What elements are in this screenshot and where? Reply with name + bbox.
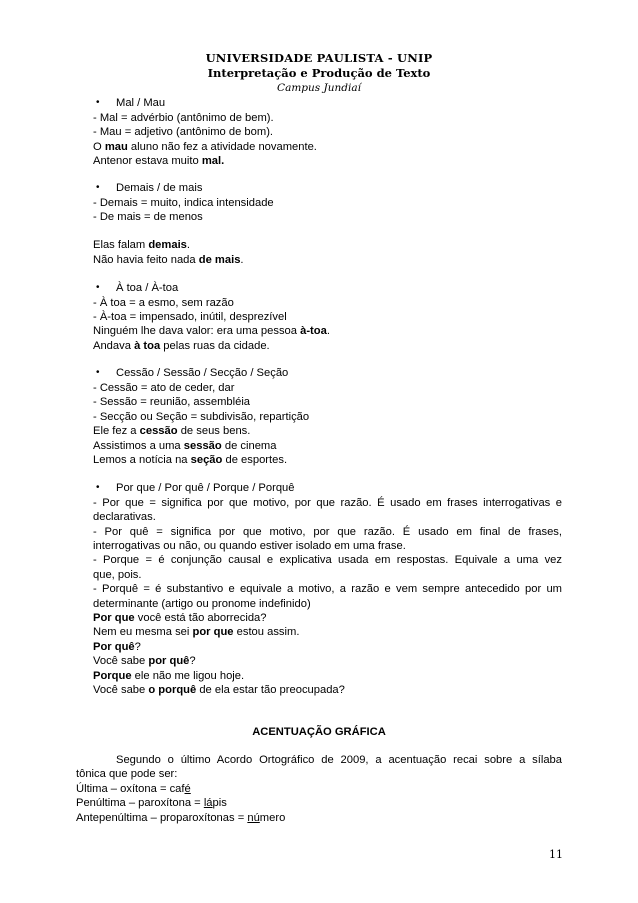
example-line: Por que você está tão aborrecida? <box>93 612 267 624</box>
definition-line: declarativas. <box>93 511 156 523</box>
example-line: Assistimos a uma sessão de cinema <box>93 440 277 452</box>
bullet-icon: • <box>96 367 100 378</box>
bullet-title: Mal / Mau <box>116 97 166 109</box>
example-line: Você sabe o porquê de ela estar tão preocupada? <box>93 684 345 696</box>
header-course: Interpretação e Produção de Texto <box>207 66 431 80</box>
definition-line: - À-toa = impensado, inútil, desprezível <box>93 311 287 323</box>
bullet-icon: • <box>96 97 100 108</box>
definition-line: - Demais = muito, indica intensidade <box>93 197 274 209</box>
definition-line: - Mau = adjetivo (antônimo de bom). <box>93 126 274 138</box>
example-line: Não havia feito nada de mais. <box>93 254 244 266</box>
example-line: Andava à toa pelas ruas da cidade. <box>93 340 270 352</box>
bullet-title: À toa / À-toa <box>116 282 179 294</box>
definition-line: - Porquê = é substantivo e equivale a motivo, a razão e vem sempre antecedido por um <box>93 583 562 595</box>
bullet-icon: • <box>96 182 100 193</box>
definition-line: - Secção ou Seção = subdivisão, repartição <box>93 411 310 423</box>
example-line: Antenor estava muito mal. <box>93 155 225 167</box>
definition-line: interrogativas ou não, ou quando estiver isolado em uma frase. <box>93 540 406 552</box>
bullet-title: Cessão / Sessão / Secção / Seção <box>116 367 289 379</box>
definition-line: - Por que = significa por que motivo, por que razão. É usado em frases interrogativas e <box>93 497 562 509</box>
definition-line: - Por quê = significa por que motivo, por que razão. É usado em final de frases, <box>93 526 562 538</box>
section-heading: ACENTUAÇÃO GRÁFICA <box>252 726 386 738</box>
definition-line: - Porque = é conjunção causal e explicativa usada em respostas. Equivale a uma vez <box>93 554 562 566</box>
header-university: UNIVERSIDADE PAULISTA - UNIP <box>205 51 433 65</box>
example-line: Por quê? <box>93 641 141 653</box>
bullet-icon: • <box>96 482 100 493</box>
example-line: Ninguém lhe dava valor: era uma pessoa à-toa. <box>93 325 330 337</box>
example-line: Você sabe por quê? <box>93 655 196 667</box>
example-line: O mau aluno não fez a atividade novamente. <box>93 141 317 153</box>
bullet-icon: • <box>96 282 100 293</box>
paragraph-line: Última – oxítona = café <box>76 783 191 795</box>
definition-line: - De mais = de menos <box>93 211 203 223</box>
definition-line: - Cessão = ato de ceder, dar <box>93 382 235 394</box>
example-line: Lemos a notícia na seção de esportes. <box>93 454 288 466</box>
definition-line: determinante (artigo ou pronome indefinido) <box>93 598 311 610</box>
paragraph-line: Penúltima – paroxítona = lápis <box>76 797 227 809</box>
definition-line: - À toa = a esmo, sem razão <box>93 297 234 309</box>
page-number: 11 <box>549 848 563 861</box>
definition-line: - Mal = advérbio (antônimo de bem). <box>93 112 274 124</box>
header-campus: Campus Jundiaí <box>277 82 361 94</box>
paragraph-line: tônica que pode ser: <box>76 768 178 780</box>
example-line: Nem eu mesma sei por que estou assim. <box>93 626 300 638</box>
bullet-title: Demais / de mais <box>116 182 203 194</box>
example-line: Porque ele não me ligou hoje. <box>93 670 245 682</box>
definition-line: - Sessão = reunião, assembléia <box>93 396 251 408</box>
paragraph-line: Antepenúltima – proparoxítonas = número <box>76 812 286 824</box>
bullet-title: Por que / Por quê / Porque / Porquê <box>116 482 295 494</box>
paragraph-line: Segundo o último Acordo Ortográfico de 2009, a acentuação recai sobre a sílaba <box>116 754 562 766</box>
example-line: Ele fez a cessão de seus bens. <box>93 425 251 437</box>
definition-line: que, pois. <box>93 569 142 581</box>
example-line: Elas falam demais. <box>93 239 191 251</box>
